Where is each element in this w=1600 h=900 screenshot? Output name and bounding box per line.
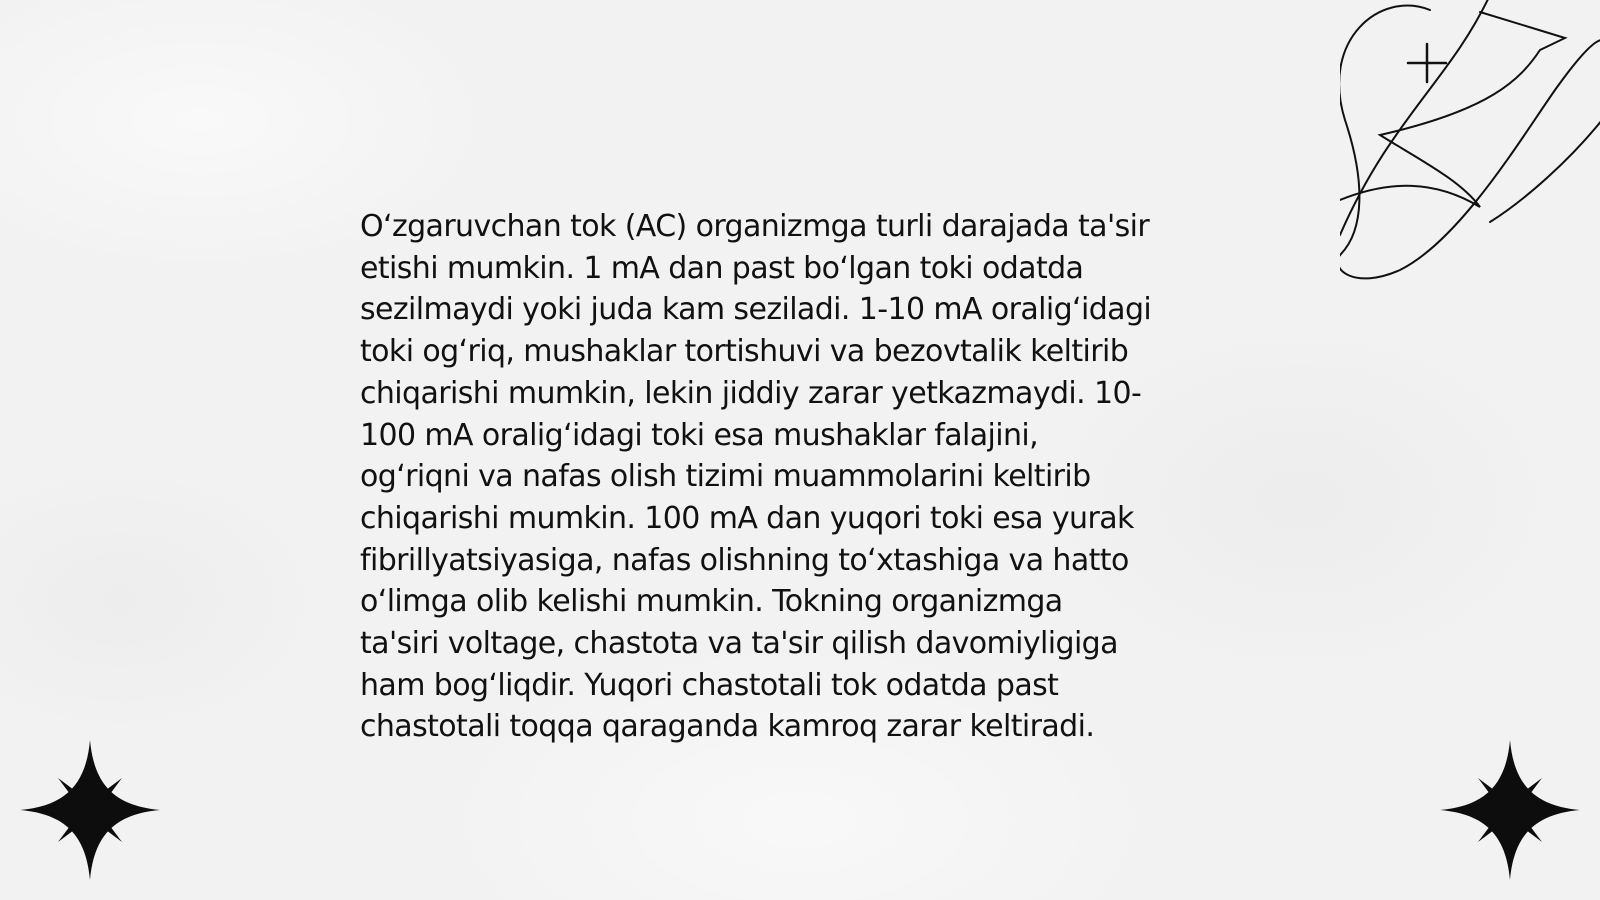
four-point-star-icon [1440,740,1580,880]
orbit-lines-icon [1340,0,1600,290]
slide-body-text: O‘zgaruvchan tok (AC) organizmga turli darajada ta'sir etishi mumkin. 1 mA dan past bo‘lgan toki odatda sezilmaydi yoki juda kam seziladi. 1-10 mA oralig‘idagi toki og‘riq, mushaklar tortishuvi va bezovtalik keltirib chiqarishi mumkin, lekin jiddiy zarar yetkazmaydi. 10- 100 mA oralig‘idagi toki esa mushaklar falajini, og‘riqni va nafas olish tizimi muammolarini keltirib chiqarishi mumkin. 100 mA dan yuqori toki esa yurak fibrillyatsiyasiga, nafas olishning to‘xtashiga va hatto o‘limga olib kelishi mumkin. Tokning organizmga ta'siri voltage, chastota va ta'sir qilish davomiyligiga ham bog‘liqdir. Yuqori chastotali tok odatda past chastotali toqqa qaraganda kamroq zarar keltiradi. [360,209,1152,745]
four-point-star-icon [20,740,160,880]
